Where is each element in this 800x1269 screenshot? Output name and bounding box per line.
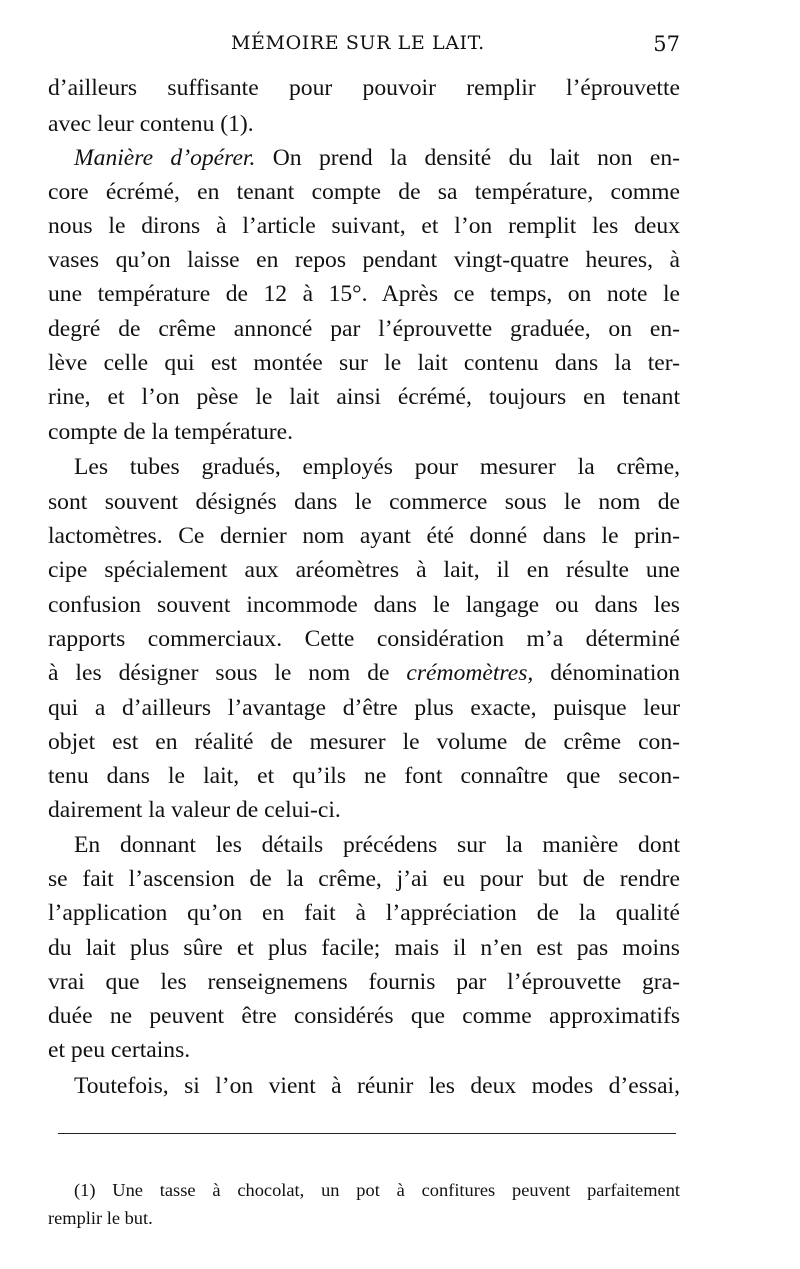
text-line: tenu dans le lait, et qu’ils ne font connaître que secon- — [48, 763, 680, 789]
italic-run: crémomètres, — [406, 660, 534, 686]
page-number: 57 — [653, 32, 680, 56]
text-line: se fait l’ascension de la crême, j’ai eu pour but de rendre — [48, 866, 680, 892]
text-line: vrai que les renseignemens fournis par l’éprouvette gra- — [48, 969, 680, 995]
text-line: l’application qu’on en fait à l’appréciation de la qualité — [48, 900, 680, 926]
text-run: dénomination — [533, 660, 680, 686]
running-title: MÉMOIRE SUR LE LAIT. — [231, 32, 485, 54]
text-line: nous le dirons à l’article suivant, et l’on remplit les deux — [48, 213, 680, 239]
text-run: à les désigner sous le nom de — [48, 660, 407, 686]
text-line: En donnant les détails précédens sur la manière dont — [74, 832, 680, 858]
text-line: Les tubes gradués, employés pour mesurer la crême, — [74, 454, 680, 480]
italic-run: Manière d’opérer. — [74, 145, 256, 171]
footnote-rule — [58, 1133, 676, 1134]
text-line: sont souvent désignés dans le commerce sous le nom de — [48, 489, 680, 515]
footnote-line: (1) Une tasse à chocolat, un pot à confitures peuvent parfaitement — [74, 1180, 680, 1200]
text-line: du lait plus sûre et plus facile; mais il n’en est pas moins — [48, 935, 680, 961]
text-line: lactomètres. Ce dernier nom ayant été donné dans le prin- — [48, 523, 680, 549]
running-head — [48, 30, 680, 60]
text-line: qui a d’ailleurs l’avantage d’être plus exacte, puisque leur — [48, 695, 680, 721]
text-line — [74, 140, 680, 176]
text-line: rapports commerciaux. Cette considération m’a déterminé — [48, 626, 680, 652]
text-line: dairement la valeur de celui-ci. — [48, 797, 341, 823]
text-line: lève celle qui est montée sur le lait contenu dans la ter- — [48, 350, 680, 376]
text-line: avec leur contenu (1). — [48, 111, 254, 137]
text-line: et peu certains. — [48, 1037, 191, 1063]
text-line: d’ailleurs suffisante pour pouvoir remplir l’éprouvette — [48, 75, 680, 101]
text-line: cipe spécialement aux aréomètres à lait, il en résulte une — [48, 557, 680, 583]
text-run: On prend la densité du lait non en- — [255, 145, 680, 171]
text-line: compte de la température. — [48, 419, 293, 445]
text-line: duée ne peuvent être considérés que comme approximatifs — [48, 1003, 680, 1029]
text-line — [48, 655, 680, 691]
text-line: core écrémé, en tenant compte de sa température, comme — [48, 179, 680, 205]
text-line: degré de crême annoncé par l’éprouvette graduée, on en- — [48, 316, 680, 342]
text-line: objet est en réalité de mesurer le volume de crême con- — [48, 729, 680, 755]
footnote-line: remplir le but. — [48, 1208, 153, 1228]
text-line: confusion souvent incommode dans le langage ou dans les — [48, 592, 680, 618]
text-line: rine, et l’on pèse le lait ainsi écrémé, toujours en tenant — [48, 384, 680, 410]
text-line: Toutefois, si l’on vient à réunir les deux modes d’essai, — [74, 1073, 680, 1099]
text-line: vases qu’on laisse en repos pendant vingt-quatre heures, à — [48, 247, 680, 273]
text-line: une température de 12 à 15°. Après ce temps, on note le — [48, 281, 680, 307]
